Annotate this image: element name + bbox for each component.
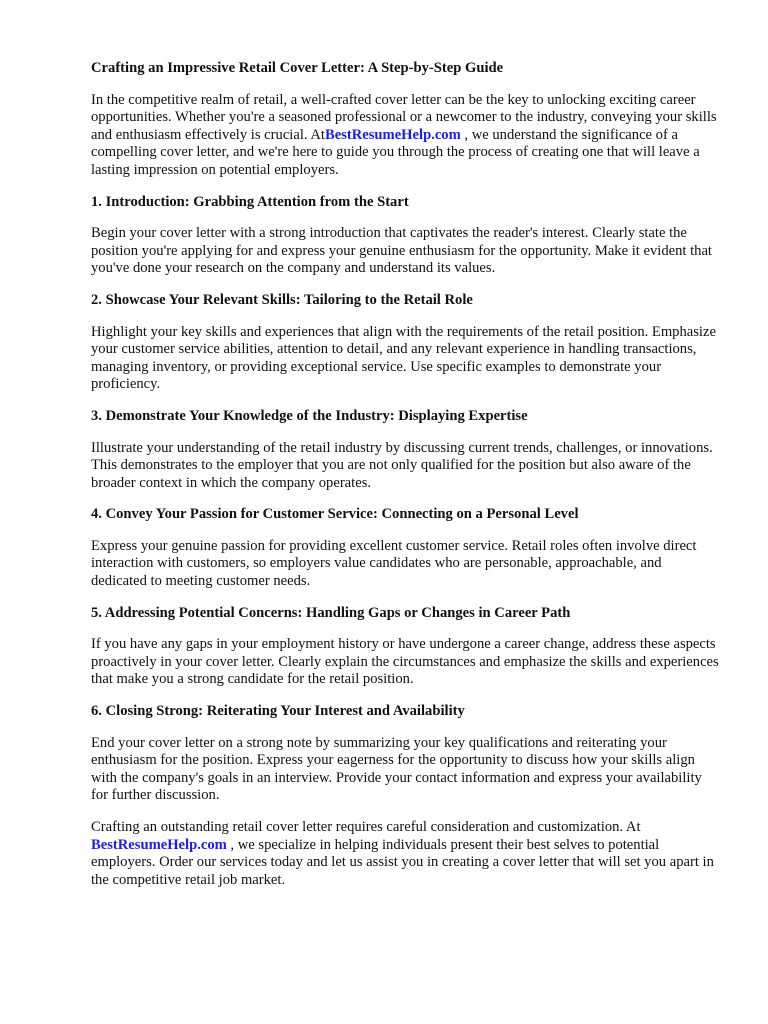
section-heading-5: 5. Addressing Potential Concerns: Handling Gaps or Changes in Career Path <box>91 604 571 621</box>
section-heading-4: 4. Convey Your Passion for Customer Service: Connecting on a Personal Level <box>91 506 579 523</box>
section-body-5: If you have any gaps in your employment history or have undergone a career change, address these aspects proactively in your cover letter. Clearly explain the circumstances and emphasize the skills and experiences that make you a strong candidate for the retail position. <box>91 636 719 688</box>
intro-text-before-link: In the competitive realm of retail, a well-crafted cover letter can be the key to unlocking exciting career opportunities. Whether you're a seasoned professional or a newcomer to the industry, conveying your skills and enthusiasm effectively is crucial. At <box>91 91 717 143</box>
section-heading-2: 2. Showcase Your Relevant Skills: Tailoring to the Retail Role <box>91 291 473 308</box>
section-body-4: Express your genuine passion for providing excellent customer service. Retail roles often involve direct interaction with customers, so employers value candidates who are personable, approachable, and dedicated to meeting customer needs. <box>91 537 697 590</box>
section-body-6: End your cover letter on a strong note by summarizing your key qualifications and reiterating your enthusiasm for the position. Express your eagerness for the opportunity to discuss how your skills align with the company's goals in an interview. Provide your contact information and express your availability for further discussion. <box>91 734 702 804</box>
document-title: Crafting an Impressive Retail Cover Letter: A Step-by-Step Guide <box>91 60 504 76</box>
section-body-3: Illustrate your understanding of the retail industry by discussing current trends, challenges, or innovations. This demonstrates to the employer that you are not only qualified for the position but also aware of the broader context in which the company operates. <box>91 439 713 491</box>
intro-text-after-link: , we understand the significance of a compelling cover letter, and we're here to guide you through the process of creating one that will leave a lasting impression on potential employers. <box>91 126 700 178</box>
section-body-1: Begin your cover letter with a strong introduction that captivates the reader's interest. Clearly state the position you're applying for and express your genuine enthusiasm for the opportunity. Make it evident that you've done your research on the company and understand its values. <box>91 225 712 277</box>
bestresumehelp-link-closing[interactable]: BestResumeHelp.com <box>91 836 227 853</box>
section-heading-3: 3. Demonstrate Your Knowledge of the Industry: Displaying Expertise <box>91 407 528 424</box>
section-body-2: Highlight your key skills and experiences that align with the requirements of the retail position. Emphasize your customer service abilities, attention to detail, and any relevant experience in handling transactions, managing inventory, or providing exceptional service. Use specific examples to demonstrate your proficiency. <box>91 323 716 393</box>
closing-text-after-link: , we specialize in helping individuals present their best selves to potential employers. Order our services today and let us assist you in creating a cover letter that will set you apart in the competitive retail job market. <box>91 836 714 888</box>
section-heading-1: 1. Introduction: Grabbing Attention from the Start <box>91 193 409 210</box>
document-page <box>91 60 719 903</box>
closing-paragraph <box>91 819 719 889</box>
bestresumehelp-link[interactable]: BestResumeHelp.com <box>324 126 461 143</box>
closing-text-before-link: Crafting an outstanding retail cover letter requires careful consideration and customization. At <box>91 819 641 835</box>
section-heading-6: 6. Closing Strong: Reiterating Your Interest and Availability <box>91 703 465 720</box>
intro-paragraph <box>91 92 719 180</box>
